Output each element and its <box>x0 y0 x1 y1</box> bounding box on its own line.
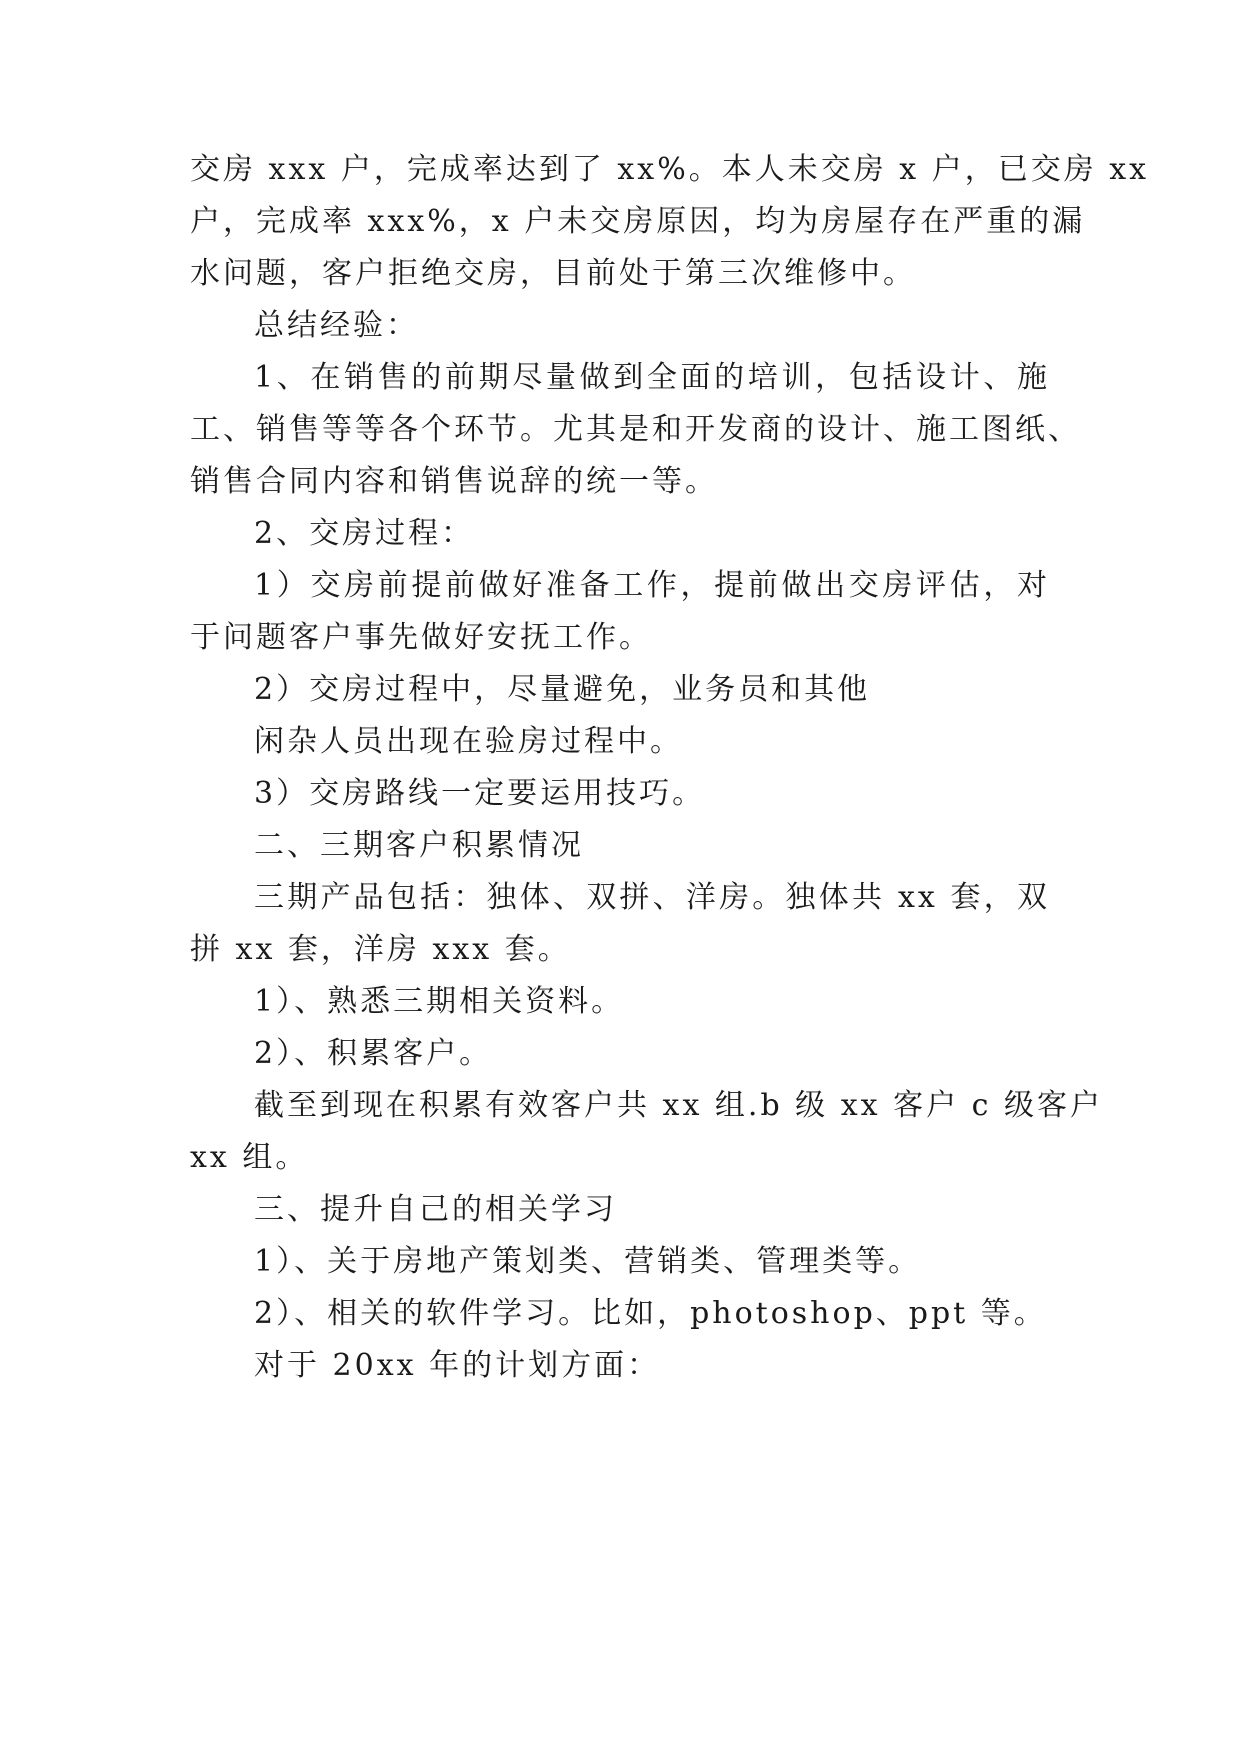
text-line: xx 组。 <box>190 1140 309 1175</box>
text-line: 工、销售等等各个环节。尤其是和开发商的设计、施工图纸、 <box>190 412 1081 447</box>
text-line: 三期产品包括：独体、双拼、洋房。独体共 xx 套，双 <box>254 880 1050 915</box>
text-line: 2）交房过程中，尽量避免，业务员和其他 <box>254 672 871 707</box>
text-line: 对于 20xx 年的计划方面： <box>254 1348 661 1383</box>
text-line: 于问题客户事先做好安抚工作。 <box>190 620 652 655</box>
text-line: 2）、积累客户。 <box>254 1036 493 1071</box>
text-line: 截至到现在积累有效客户共 xx 组.b 级 xx 客户 c 级客户 <box>254 1088 1103 1123</box>
section-heading: 2、交房过程： <box>254 516 475 551</box>
text-line: 闲杂人员出现在验房过程中。 <box>254 724 683 759</box>
section-heading: 二、三期客户积累情况 <box>254 828 584 863</box>
text-line: 1、在销售的前期尽量做到全面的培训，包括设计、施 <box>254 360 1050 395</box>
text-line: 1）交房前提前做好准备工作，提前做出交房评估，对 <box>254 568 1050 603</box>
text-line: 1）、关于房地产策划类、营销类、管理类等。 <box>254 1244 922 1279</box>
text-line: 拼 xx 套，洋房 xxx 套。 <box>190 932 571 967</box>
section-heading: 总结经验： <box>254 308 419 343</box>
text-line: 3）交房路线一定要运用技巧。 <box>254 776 706 811</box>
text-line: 户，完成率 xxx%，x 户未交房原因，均为房屋存在严重的漏 <box>190 204 1086 239</box>
text-line: 交房 xxx 户，完成率达到了 xx%。本人未交房 x 户，已交房 xx <box>190 152 1150 187</box>
text-line: 销售合同内容和销售说辞的统一等。 <box>190 464 718 499</box>
section-heading: 三、提升自己的相关学习 <box>254 1192 617 1227</box>
text-line: 1）、熟悉三期相关资料。 <box>254 984 625 1019</box>
text-line: 2）、相关的软件学习。比如，photoshop、ppt 等。 <box>254 1296 1047 1331</box>
text-line: 水问题，客户拒绝交房，目前处于第三次维修中。 <box>190 256 916 291</box>
